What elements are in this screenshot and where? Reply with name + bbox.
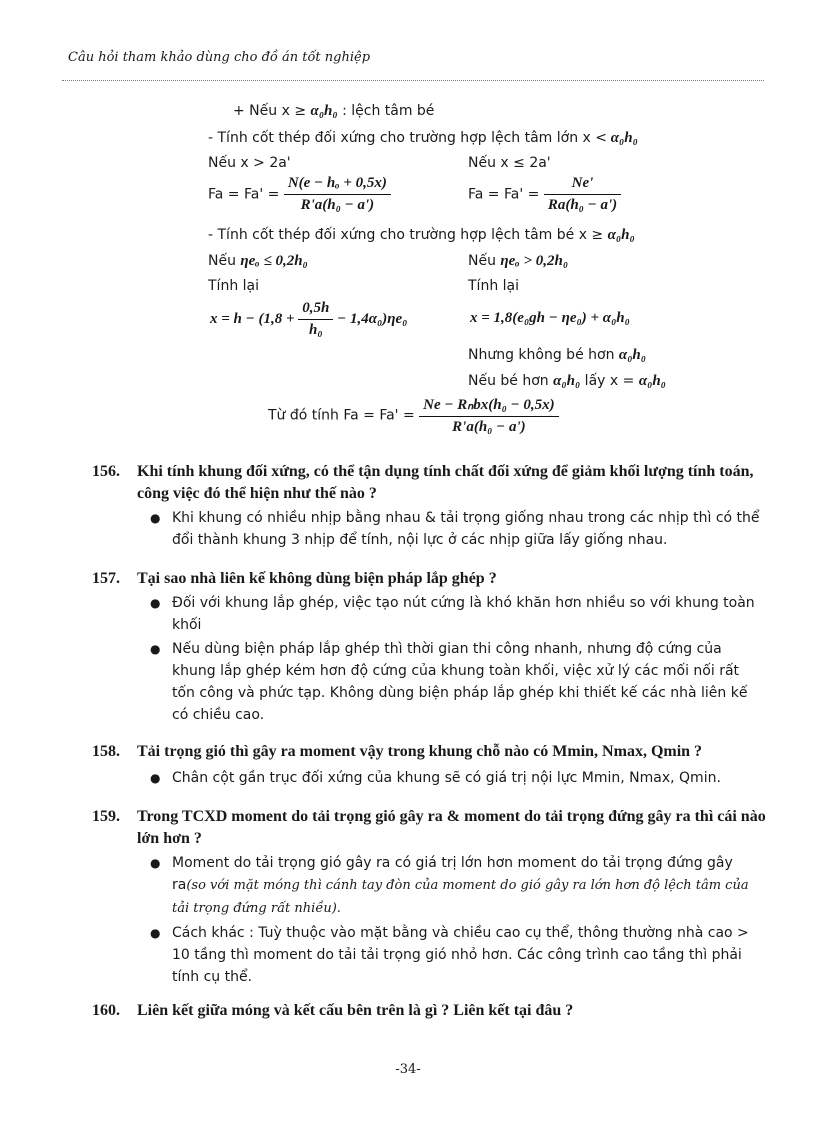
fraction: $\frac{Ne'}{\text{Ra(h₀ − a')}}$ [544,175,621,214]
fraction: $\frac{0,5h}{\text{h₀}}$ [298,300,333,339]
case-large-eccentricity: - Tính cốt thép đối xứng cho trường hợp lệch tâm lớn x < α₀h₀ [208,130,638,146]
if-less-line: Nếu bé hơn α₀h₀ lấy x = α₀h₀ [468,373,666,389]
answer-item: Nếu dùng biện pháp lắp ghép thì thời gian thi công nhanh, nhưng độ cứng của khung lắp ghép kém hơn độ cứng của khung toàn khối, việc xử lý các mối nối rất tốn công và phức tạp. Không dùng biện pháp lắp ghép khi thiết kế các nhà liên kế có chiều cao. [172,641,748,723]
question-text: Liên kết giữa móng và kết cấu bên trên là gì ? Liên kết tại đâu ? [137,1002,574,1019]
condition-line-small-eccentricity: + Nếu x ≥ α₀h₀ : lệch tâm bé [233,103,435,119]
answer-item: Khi khung có nhiều nhịp bằng nhau & tải trọng giống nhau trong các nhịp thì có thể đổi thành khung 3 nhịp để tính, nội lực ở các nhịp giữa lấy giống nhau. [172,510,760,548]
right-condition-1: Nếu x ≤ 2a' [468,155,551,171]
left-condition-2: Nếu ηeₒ ≤ 0,2h₀ [208,253,308,269]
question-text: Tải trọng gió thì gây ra moment vậy trong khung chỗ nào có Mmin, Nmax, Qmin ? [137,743,703,760]
right-condition-2: Nếu ηeₒ > 0,2h₀ [468,253,569,269]
not-less-line: Nhưng không bé hơn α₀h₀ [468,347,647,363]
case-small-eccentricity: - Tính cốt thép đối xứng cho trường hợp lệch tâm bé x ≥ α₀h₀ [208,227,635,243]
answer-item: Moment do tải trọng gió gây ra có giá trị lớn hơn moment do tải trọng đứng gây ra(so với mặt móng thì cánh tay đòn của moment do gió gây ra lớn hơn độ lệch tâm của tải trọng đứng rất nhiều). [172,855,749,916]
left-condition-1: Nếu x > 2a' [208,155,291,171]
page-header: Câu hỏi tham khảo dùng cho đồ án tốt nghiệp [68,50,371,65]
question-text: Trong TCXD moment do tải trọng gió gây ra & moment do tải trọng đứng gây ra thì cái nào lớn hơn ? [137,808,766,847]
answer-item: Đối với khung lắp ghép, việc tạo nút cứng là khó khăn hơn nhiều so với khung toàn khối [172,595,755,633]
formula-x-left: x = h − (1,8 + $\frac{0,5h}{\text{h₀}}$ − 1,4α₀)ηe₀ [210,300,408,338]
formula-fa-large-left: Fa = Fa' = $\frac{\text{N(e − hₒ + 0,5x)}}{\text{R'a(h₀ − a')}}$ [208,175,391,214]
bullet-icon: ● [150,856,161,870]
bullet-icon: ● [150,596,161,610]
question-text: Khi tính khung đối xứng, có thể tận dụng tính chất đối xứng để giảm khối lượng tính toán, công việc đó thể hiện như thế nào ? [137,463,754,502]
bullet-icon: ● [150,926,161,940]
question-number: 159. [92,808,120,825]
question-number: 160. [92,1002,120,1019]
formula-fa-small: Từ đó tính Fa = Fa' = $\frac{\text{Ne − Rₙbx(h₀ − 0,5x)}}{\text{R'a(h₀ − a')}}$ [268,395,559,436]
recalc-left: Tính lại [208,278,259,294]
page-number: -34- [395,1062,421,1077]
answer-item: Cách khác : Tuỳ thuộc vào mặt bằng và chiều cao cụ thể, thông thường nhà cao > 10 tầng thì moment do tải tải trọng gió nhỏ hơn. Các công trình cao tầng thì phải tính cụ thể. [172,925,749,985]
bullet-icon: ● [150,511,161,525]
fraction: $\frac{\text{Ne − Rₙbx(h₀ − 0,5x)}}{\text{R'a(h₀ − a')}}$ [419,395,558,436]
formula-fa-large-right: Fa = Fa' = $\frac{Ne'}{\text{Ra(h₀ − a')}}$ [468,175,621,214]
bullet-icon: ● [150,771,161,785]
bullet-icon: ● [150,642,161,656]
question-number: 157. [92,570,120,587]
question-number: 158. [92,743,120,760]
formula-x-right: x = 1,8(e₀gh − ηe₀) + α₀h₀ [470,310,630,326]
answer-item: Chân cột gần trục đối xứng của khung sẽ có giá trị nội lực Mmin, Nmax, Qmin. [172,770,721,786]
recalc-right: Tính lại [468,278,519,294]
question-text: Tại sao nhà liên kế không dùng biện pháp lắp ghép ? [137,570,497,587]
header-divider [62,80,764,81]
fraction: $\frac{\text{N(e − hₒ + 0,5x)}}{\text{R'a(h₀ − a')}}$ [284,175,391,214]
question-number: 156. [92,463,120,480]
